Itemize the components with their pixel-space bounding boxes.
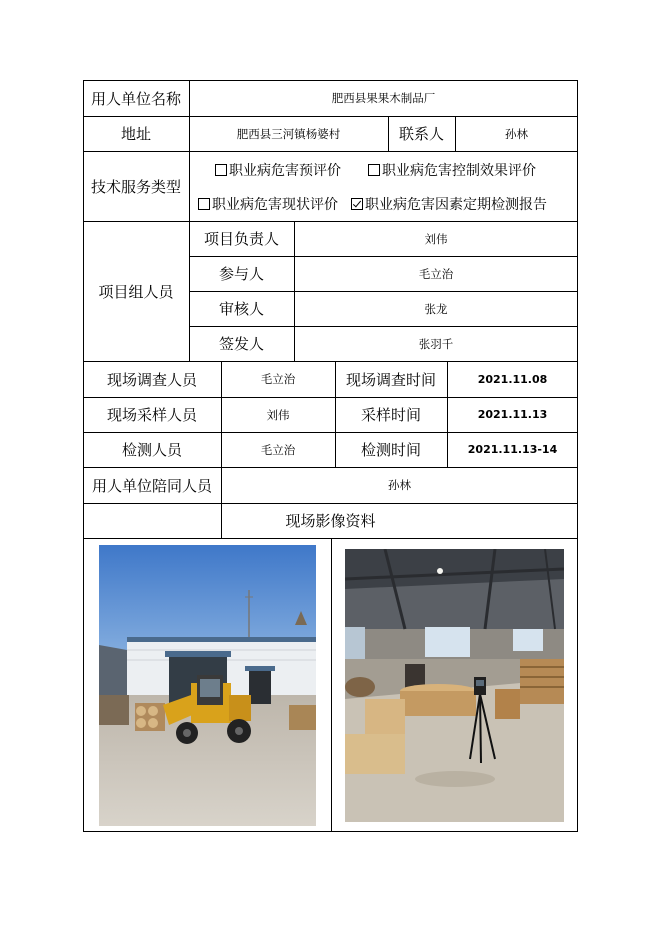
- images-label: 现场影像资料: [285, 512, 376, 530]
- escort-value: 孙林: [388, 478, 411, 492]
- service-type-option[interactable]: 职业病危害现状评价: [198, 194, 338, 214]
- contact-label: 联系人: [398, 125, 444, 143]
- testing-time-label: 检测时间: [360, 441, 421, 459]
- contact-value: 孙林: [505, 126, 528, 141]
- team-name: 刘伟: [424, 231, 448, 246]
- testing-person: 毛立治: [260, 442, 296, 457]
- team-role: 项目负责人: [203, 230, 279, 248]
- testing-label: 检测人员: [121, 441, 182, 459]
- team-role: 审核人: [218, 300, 264, 318]
- survey-time-label: 现场调查时间: [345, 370, 436, 389]
- survey-label: 现场调查人员: [106, 370, 197, 389]
- site-photo-loader: [99, 545, 316, 826]
- report-table: [83, 80, 578, 832]
- checkbox-checked-icon[interactable]: [351, 198, 363, 210]
- service-type-option[interactable]: 职业病危害控制效果评价: [368, 160, 536, 180]
- employer-name-value: 肥西县果果木制品厂: [331, 91, 436, 105]
- sampling-time: 2021.11.13: [477, 408, 548, 421]
- address-label: 地址: [120, 125, 151, 143]
- site-photo-workshop: [345, 549, 564, 822]
- team-name: 张羽千: [418, 336, 454, 351]
- checkbox-unchecked-icon[interactable]: [368, 164, 380, 176]
- checkbox-unchecked-icon[interactable]: [198, 198, 210, 210]
- service-type-option[interactable]: 职业病危害预评价: [215, 160, 341, 180]
- team-name: 张龙: [424, 301, 448, 316]
- survey-time: 2021.11.08: [477, 372, 548, 386]
- sampling-label: 现场采样人员: [106, 406, 197, 424]
- team-name: 毛立治: [418, 266, 454, 281]
- address-value: 肥西县三河镇杨婆村: [236, 126, 341, 141]
- sampling-time-label: 采样时间: [360, 406, 421, 424]
- team-label: 项目组人员: [98, 282, 174, 301]
- service-type-label: 技术服务类型: [90, 177, 181, 196]
- testing-time: 2021.11.13-14: [467, 443, 558, 456]
- checkbox-unchecked-icon[interactable]: [215, 164, 227, 176]
- sampling-person: 刘伟: [266, 407, 290, 422]
- employer-name-label: 用人单位名称: [90, 89, 181, 108]
- survey-person: 毛立治: [260, 372, 296, 386]
- team-role: 签发人: [218, 335, 264, 353]
- service-type-option[interactable]: 职业病危害因素定期检测报告: [351, 194, 547, 214]
- team-role: 参与人: [218, 265, 264, 283]
- escort-label: 用人单位陪同人员: [91, 476, 212, 495]
